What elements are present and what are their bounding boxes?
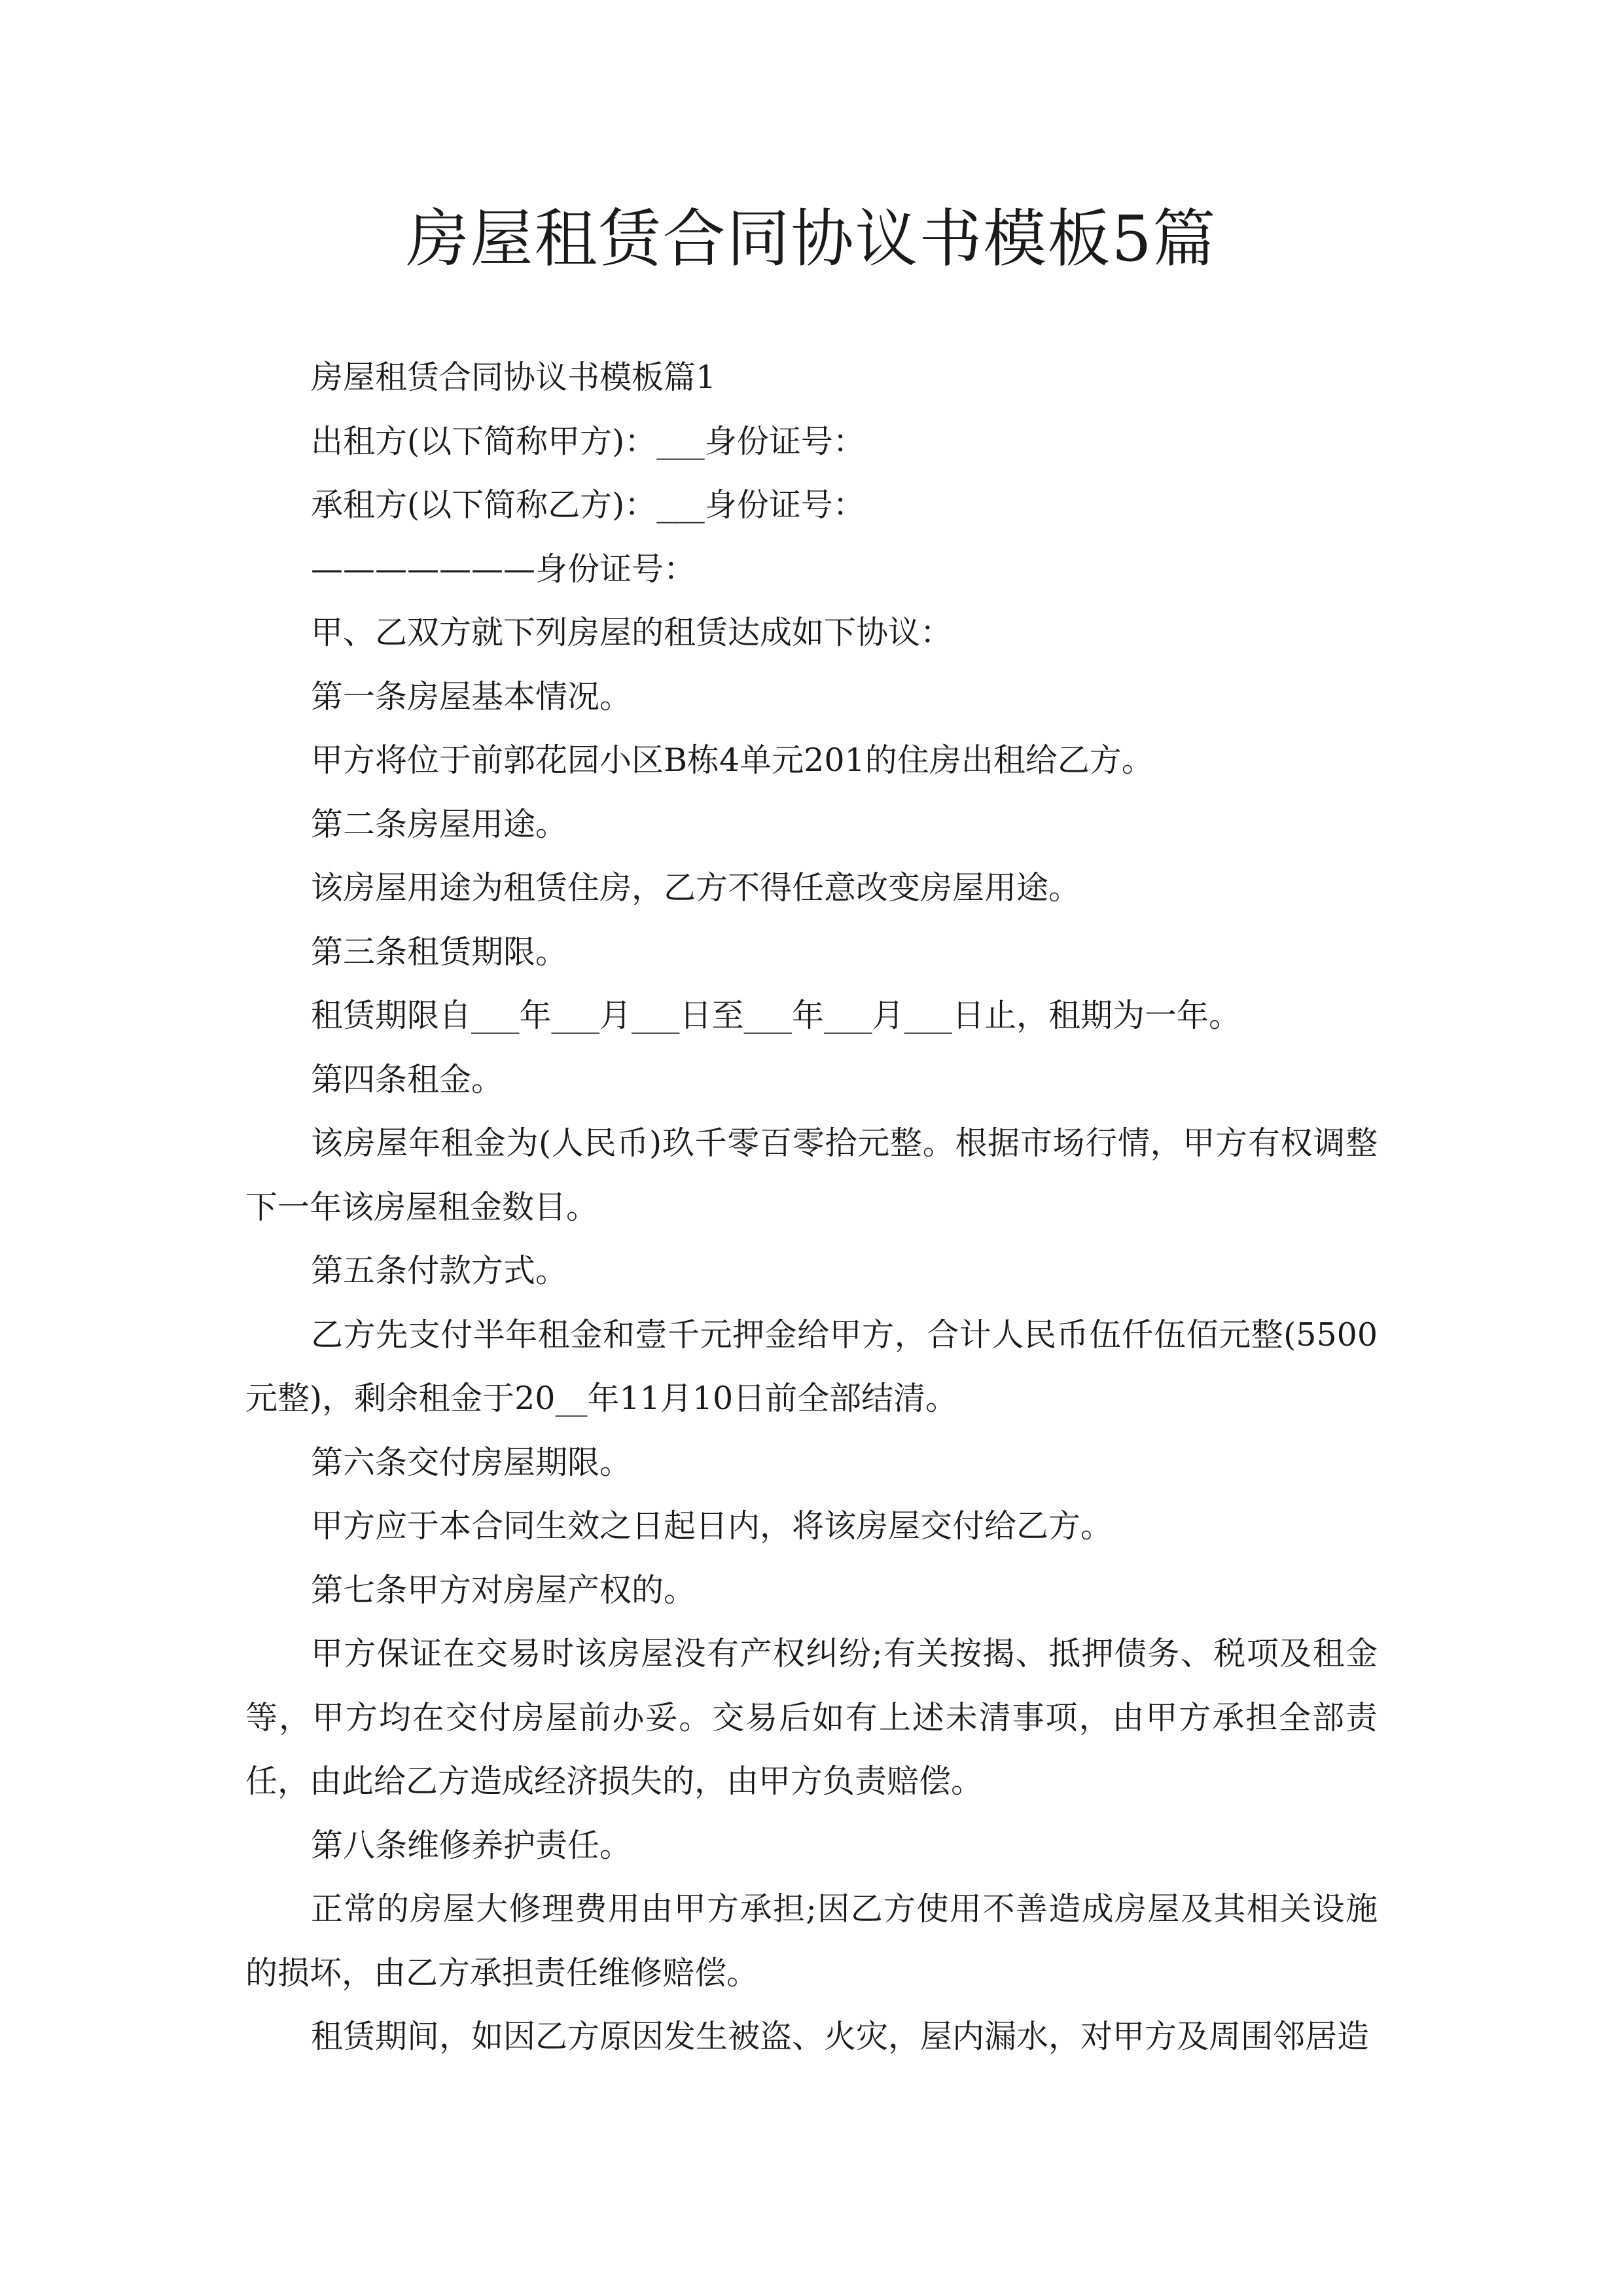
paragraph: 租赁期间，如因乙方原因发生被盗、火灾，屋内漏水，对甲方及周围邻居造 <box>311 2018 1370 2055</box>
paragraph: 第二条房屋用途。 <box>311 805 568 843</box>
paragraph: 第八条维修养护责任。 <box>311 1826 632 1864</box>
paragraph: 该房屋用途为租赁住房，乙方不得任意改变房屋用途。 <box>311 869 1081 906</box>
paragraph: 第六条交付房屋期限。 <box>311 1443 632 1481</box>
document-title: 房屋租赁合同协议书模板5篇 <box>406 202 1217 276</box>
paragraph: 房屋租赁合同协议书模板篇1 <box>311 359 717 396</box>
paragraph: 正常的房屋大修理费用由甲方承担;因乙方使用不善造成房屋及其相关设施的损坏，由乙方承担责任维修赔偿。 <box>245 1890 1378 1992</box>
paragraph: 第三条租赁期限。 <box>311 933 568 971</box>
paragraph: 乙方先支付半年租金和壹千元押金给甲方，合计人民币伍仟伍佰元整(5500元整)，剩余租金于20__年11月10日前全部结清。 <box>245 1316 1378 1417</box>
paragraph: 甲、乙双方就下列房屋的租赁达成如下协议： <box>311 614 953 651</box>
paragraph: 第七条甲方对房屋产权的。 <box>311 1571 696 1609</box>
paragraph: 第五条付款方式。 <box>311 1252 568 1289</box>
paragraph: 甲方将位于前郭花园小区B栋4单元201的住房出租给乙方。 <box>311 742 1154 779</box>
paragraph: 甲方保证在交易时该房屋没有产权纠纷;有关按揭、抵押债务、税项及租金等，甲方均在交付房屋前办妥。交易后如有上述未清事项，由甲方承担全部责任，由此给乙方造成经济损失的，由甲方负责赔偿。 <box>245 1635 1378 1800</box>
paragraph: 该房屋年租金为(人民币)玖千零百零拾元整。根据市场行情，甲方有权调整下一年该房屋租金数目。 <box>245 1124 1378 1226</box>
paragraph: 出租方(以下简称甲方)：___身份证号： <box>311 422 865 460</box>
paragraph: 承租方(以下简称乙方)：___身份证号： <box>311 486 865 524</box>
paragraph: 甲方应于本合同生效之日起日内，将该房屋交付给乙方。 <box>311 1507 1113 1545</box>
paragraph: ———————身份证号： <box>311 550 696 588</box>
paragraph: 第四条租金。 <box>311 1060 504 1098</box>
document-body <box>245 346 1378 2069</box>
paragraph: 租赁期限自___年___月___日至___年___月___日止，租期为一年。 <box>311 997 1241 1034</box>
paragraph: 第一条房屋基本情况。 <box>311 677 632 715</box>
